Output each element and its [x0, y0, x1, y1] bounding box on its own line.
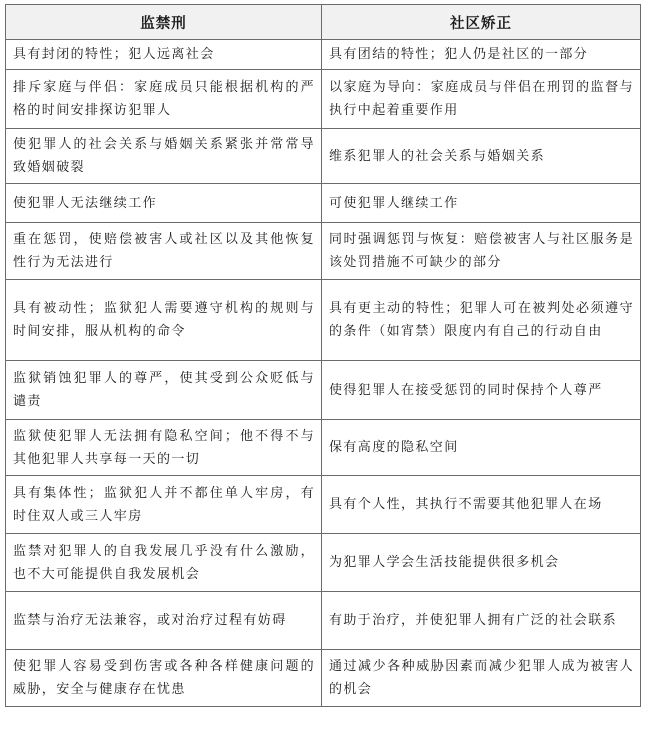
imprisonment-cell: 使犯罪人的社会关系与婚姻关系紧张并常常导致婚姻破裂: [6, 129, 322, 184]
community-correction-cell: 通过减少各种威胁因素而减少犯罪人成为被害人的机会: [322, 650, 641, 707]
header-community-correction: 社区矫正: [322, 5, 641, 40]
table-row: [6, 420, 641, 476]
community-correction-cell: 可使犯罪人继续工作: [322, 184, 641, 223]
community-correction-cell: 以家庭为导向：家庭成员与伴侣在刑罚的监督与执行中起着重要作用: [322, 70, 641, 129]
table-row: [6, 129, 641, 184]
table-row: [6, 592, 641, 650]
community-correction-cell: 有助于治疗，并使犯罪人拥有广泛的社会联系: [322, 592, 641, 650]
table-row: [6, 361, 641, 420]
imprisonment-cell: 具有集体性；监狱犯人并不都住单人牢房，有时住双人或三人牢房: [6, 476, 322, 534]
table-row: [6, 40, 641, 70]
community-correction-cell: 维系犯罪人的社会关系与婚姻关系: [322, 129, 641, 184]
imprisonment-cell: 使犯罪人容易受到伤害或各种各样健康问题的威胁，安全与健康存在忧患: [6, 650, 322, 707]
table-row: [6, 280, 641, 361]
imprisonment-cell: 使犯罪人无法继续工作: [6, 184, 322, 223]
table-row: [6, 476, 641, 534]
imprisonment-cell: 监禁与治疗无法兼容，或对治疗过程有妨碍: [6, 592, 322, 650]
community-correction-cell: 保有高度的隐私空间: [322, 420, 641, 476]
imprisonment-cell: 排斥家庭与伴侣：家庭成员只能根据机构的严格的时间安排探访犯罪人: [6, 70, 322, 129]
comparison-table: [5, 4, 641, 707]
header-row: [6, 5, 641, 40]
community-correction-cell: 具有团结的特性；犯人仍是社区的一部分: [322, 40, 641, 70]
community-correction-cell: 具有个人性，其执行不需要其他犯罪人在场: [322, 476, 641, 534]
table-row: [6, 650, 641, 707]
header-imprisonment: 监禁刑: [6, 5, 322, 40]
imprisonment-cell: 监禁对犯罪人的自我发展几乎没有什么激励，也不大可能提供自我发展机会: [6, 534, 322, 592]
table-row: [6, 534, 641, 592]
imprisonment-cell: 监狱使犯罪人无法拥有隐私空间；他不得不与其他犯罪人共享每一天的一切: [6, 420, 322, 476]
table-row: [6, 70, 641, 129]
community-correction-cell: 同时强调惩罚与恢复：赔偿被害人与社区服务是该处罚措施不可缺少的部分: [322, 223, 641, 280]
imprisonment-cell: 监狱销蚀犯罪人的尊严，使其受到公众贬低与谴责: [6, 361, 322, 420]
community-correction-cell: 具有更主动的特性；犯罪人可在被判处必须遵守的条件（如宵禁）限度内有自己的行动自由: [322, 280, 641, 361]
community-correction-cell: 为犯罪人学会生活技能提供很多机会: [322, 534, 641, 592]
imprisonment-cell: 具有封闭的特性；犯人远离社会: [6, 40, 322, 70]
community-correction-cell: 使得犯罪人在接受惩罚的同时保持个人尊严: [322, 361, 641, 420]
table-row: [6, 223, 641, 280]
imprisonment-cell: 具有被动性；监狱犯人需要遵守机构的规则与时间安排，服从机构的命令: [6, 280, 322, 361]
table-row: [6, 184, 641, 223]
imprisonment-cell: 重在惩罚，使赔偿被害人或社区以及其他恢复性行为无法进行: [6, 223, 322, 280]
